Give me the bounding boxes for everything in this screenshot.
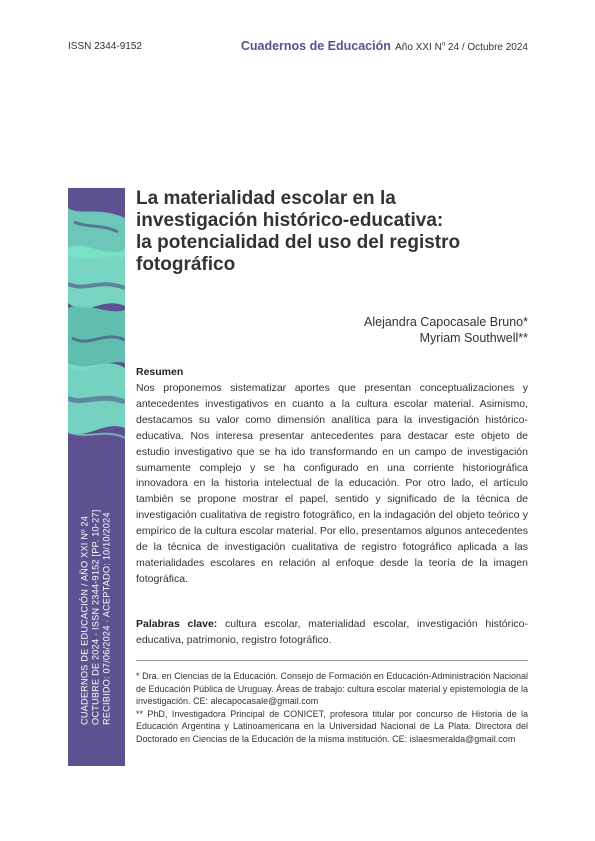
title-line: investigación histórico-educativa: [136, 210, 444, 231]
sidebar-rotated-text [80, 510, 113, 725]
author-list [364, 314, 528, 346]
footnotes [136, 670, 528, 746]
journal-issue-post: 24 / Octubre 2024 [445, 42, 528, 53]
abstract-heading: Resumen [136, 366, 184, 378]
journal-issue-sup: o [441, 41, 446, 48]
keywords-label: Palabras clave: [136, 618, 218, 630]
journal-issue-pre: Año XXI N [395, 42, 442, 53]
article-title [136, 188, 496, 276]
keywords-paragraph [136, 617, 528, 649]
sidebar-text-area [68, 188, 125, 766]
issn-label: ISSN 2344-9152 [68, 41, 142, 52]
title-line: La materialidad escolar en la [136, 188, 396, 209]
footnote-2: ** PhD, Investigadora Principal de CONICET, profesora titular por concurso de Historia de la Educación Argentina y Latinoamericana en la Universidad Nacional de La Plata. Directora del Doctorado en Ciencias de la Educación de la misma institución. CE: islaesmeralda@gmail.com [136, 708, 528, 744]
sidebar-line-2: OCTUBRE DE 2024 · ISSN 2344-9152 [PP. 10-27] [90, 509, 101, 725]
author-name: Alejandra Capocasale Bruno* [364, 315, 528, 329]
journal-sidebar-band [68, 188, 125, 766]
footnote-1: * Dra. en Ciencias de la Educación. Consejo de Formación en Educación-Administración Nacional de Educación Pública de Uruguay. Áreas de trabajo: cultura escolar material y epistemología de la investigación. CE: alecapocasale@gmail.com [136, 671, 528, 707]
author-name: Myriam Southwell** [419, 331, 528, 345]
keywords-text: cultura escolar, materialidad escolar, investigación histórico-educativa, patrimonio, registro fotográfico. [136, 618, 529, 646]
abstract-text: Nos proponemos sistematizar aportes que presentan conceptualizaciones y antecedentes investigativos en cuanto a la cultura escolar material. Asimismo, destacamos su valor como dimensión analítica para la investigación histórico-educativa. Nos interesa presentar antecedentes para destacar este objeto de estudio investigativo que se ha ido transformando en un campo de investigación sumamente complejo y se ha configurado en una corriente historiográfica innovadora en la historia intelectual de la educación. Por otro lado, el artículo también se propone mostrar el papel, sentido y significado de la técnica de investigación cualitativa de registro fotográfico, en la indagación del objeto teórico y empírico de la cultura escolar material. Por ello, presentamos algunos antecedentes de la técnica de investigación cualitativa de registro fotográfico aplicada a las materialidades escolares en relación al enfoque desde la teoría de la imagen fotográfica. [136, 382, 528, 585]
title-line: fotográfico [136, 254, 236, 275]
journal-name: Cuadernos de Educación [240, 39, 391, 53]
sidebar-line-1: CUADERNOS DE EDUCACIÓN / AÑO XXI Nº 24 [79, 515, 90, 725]
journal-header [241, 39, 528, 53]
footnote-divider [136, 660, 528, 661]
sidebar-line-3: RECIBIDO: 07/06/2024 · ACEPTADO: 10/10/2024 [101, 512, 112, 725]
title-line: la potencialidad del uso del registro [136, 232, 461, 253]
